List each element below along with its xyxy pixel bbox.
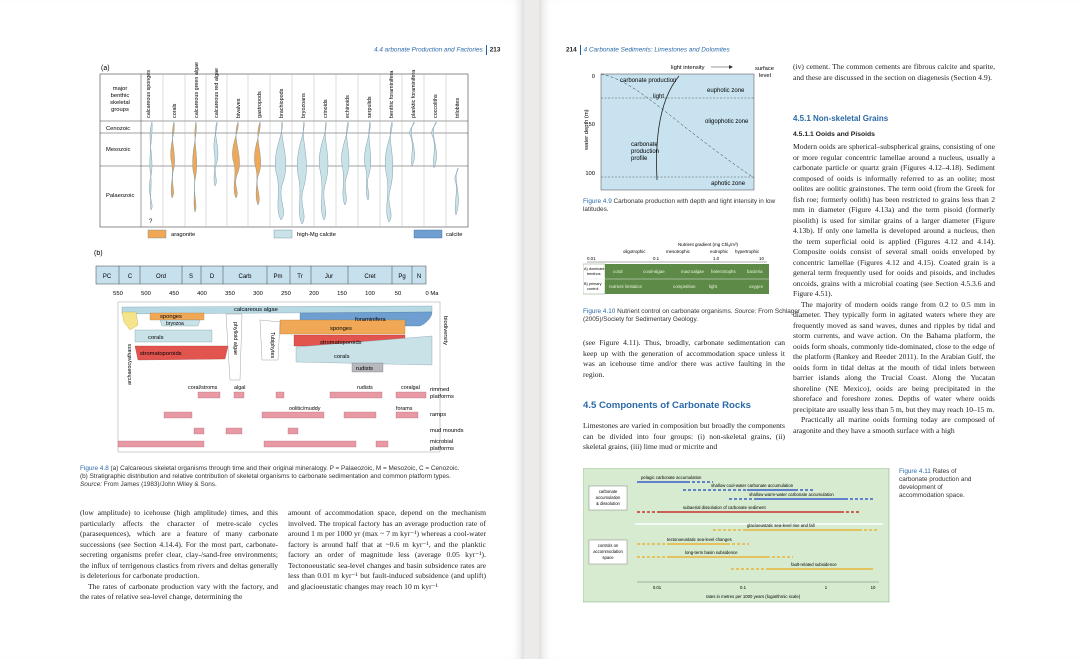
caption-source-text: From Schlager (2005)/Society for Sedimentary Geology. [583, 308, 801, 323]
group-label: trilobites [455, 97, 461, 118]
band-archaeocyathans [122, 312, 138, 330]
age-tick: 550 [113, 291, 123, 297]
page-number-left: 213 [489, 46, 501, 54]
profile-label-2: production [631, 149, 660, 155]
paragraph: Limestones are varied in composition but broadly the components can be divided into four groups: (i) non-skeletal grains, (ii) skeletal grains, (iii) lime mud or micrite and [583, 421, 785, 451]
figure-4-10 [583, 240, 813, 302]
era-cenozoic: Cenozoic [106, 126, 131, 132]
group-label: crinoids [323, 99, 329, 118]
period-label: C [127, 274, 133, 280]
label-rudists: rudists [356, 366, 374, 372]
section-4-5-1-heading: 4.5.1 Non-skeletal Grains [793, 114, 889, 123]
platform-coral-stroms: coral/stroms [188, 385, 218, 391]
label-biodiversity: biodiversity [442, 316, 448, 345]
panel-b-label: (b) [94, 250, 103, 257]
paragraph: amount of accommodation space, depend on the mechanism involved. The tropical factory has an average production rate of around 1 m per 1000 yr (max ~ 7 m kyr⁻¹) whereas a cool-water factory is around half that at ~0.6 m kyr⁻¹, and the planktic factory an order of magnitude less (average 0.05 kyr⁻¹). Tectonoeustatic sea-level changes and basin subsidence rates are less than 0.01 m kyr⁻¹ but fault-induced subsidence (and uplift) and glacioeustatic changes may reach 10 m kyr⁻¹ [288, 508, 486, 591]
surface-label-2: level [759, 73, 771, 79]
row-header-4: groups [111, 107, 129, 113]
row-b-label: control [587, 287, 599, 291]
label-bryozoa: bryozoa [166, 321, 184, 327]
ptype-microbial-2: platforms [430, 446, 454, 452]
period-label: Pm [273, 274, 283, 280]
row-header [110, 86, 130, 113]
row-label: & dissolution [596, 501, 620, 506]
label-corals-late: corals [334, 354, 350, 360]
gradient-title: Nutrient gradient (mg Chlₐ/m³) [678, 242, 738, 247]
period-label: Pg [398, 274, 406, 280]
header-divider [580, 45, 581, 55]
spindle-bryozoans [297, 122, 306, 224]
section-4-5-heading: 4.5 Components of Carbonate Rocks [583, 400, 751, 411]
row-header-3: skeletal [110, 100, 130, 106]
group-label: calcareous red algae [214, 67, 220, 118]
label-foraminifera: foraminifera [355, 317, 386, 323]
caption-text: Carbonate production with depth and light intensity in low latitudes. [583, 198, 776, 213]
caption-line: Rates of [930, 468, 957, 475]
benthos-cell: heterotrophs [711, 269, 736, 274]
mineralogy-legend [148, 230, 462, 238]
trophic-label: hypertrophic [735, 249, 760, 254]
rate-tick: 1 [824, 585, 828, 590]
left-page [0, 0, 524, 659]
right-mid-col [583, 338, 785, 380]
ptype-rimmed-2: platforms [430, 394, 454, 400]
row-label: space [602, 555, 614, 560]
age-tick: 0 Ma [425, 291, 439, 297]
period-label: Tr [297, 274, 303, 280]
group-label: calcareous green algae [194, 61, 200, 118]
rate-label: fault-related subsidence [791, 562, 837, 567]
ptype-microbial-1: microbial [430, 439, 454, 445]
rate-tick: 10 [870, 585, 876, 590]
period-label: N [416, 274, 422, 280]
row-label: accumulation [595, 495, 621, 500]
platform-labels [188, 385, 420, 412]
label-sponges-late: sponges [330, 326, 352, 332]
spindle-echinoids [341, 122, 349, 205]
period-label: S [188, 274, 194, 280]
label-phylloid-algae: phylloid algae [232, 322, 238, 355]
rate-label: subaerial dissolution of carbonate sediment [683, 505, 766, 510]
label-corals-early: corals [148, 335, 164, 341]
caption-source-label: Source: [80, 481, 103, 488]
benthos-cell: macroalgae [681, 269, 704, 274]
platform-forams: forams [396, 406, 413, 412]
rate-label: shallow warm-water carbonate accumulation [749, 492, 834, 497]
row-a-label: benthos [587, 272, 601, 276]
platform-algal: algal [234, 385, 246, 391]
period-label: Ord [155, 274, 167, 280]
caption-label: Figure 4.11 [899, 468, 931, 475]
row-header-2: benthic [110, 93, 130, 99]
period-label: Jur [324, 274, 334, 280]
row-label: controls on [597, 543, 619, 548]
period-label: Cret [364, 274, 376, 280]
label-archaeocyathans: archaeocyathans [127, 343, 133, 385]
spindle-planktic-forams [410, 122, 415, 166]
caption-label: Figure 4.10 [583, 308, 616, 315]
benthos-cell: coral [613, 269, 623, 274]
light-label: light [653, 94, 665, 100]
age-tick: 500 [141, 291, 151, 297]
group-label: brachiopods [279, 88, 285, 118]
header-title: Carbonate Sediments: Limestones and Dolomites [589, 46, 730, 54]
platform-coralgal: coralgal [401, 385, 420, 391]
paragraph: The rates of carbonate production vary with the factory, and the rates of relative sea-level change, determining the [80, 581, 278, 601]
benthos-cell: coral-algae [643, 269, 665, 274]
age-tick: 450 [169, 291, 179, 297]
group-label: benthic foraminifera [389, 70, 395, 118]
gradient-value: 10 [759, 256, 764, 261]
platform-oolitic: oolitic/muddy [289, 406, 321, 412]
question-mark: ? [149, 219, 153, 225]
spindle-coccoliths [432, 122, 437, 168]
depth-tick: 100 [585, 171, 595, 177]
rate-tick: 0.01 [652, 585, 662, 590]
label-tubiphytes: Tubiphytes [269, 332, 275, 359]
figure-4-10-caption [583, 308, 803, 324]
rate-label: glacioeustatic sea-level rise and fall [747, 523, 815, 528]
spindle-serpulids [364, 122, 370, 200]
ptype-mud-mounds: mud mounds [430, 428, 464, 434]
group-label: gastropods [257, 91, 263, 118]
era-labels [106, 126, 134, 199]
section-4-5-text [583, 421, 785, 453]
light-intensity-label: light intensity [671, 65, 705, 71]
caption-source-text: From James (1983)/John Wiley & Sons. [102, 481, 217, 488]
platform-type-labels [430, 387, 464, 452]
trophic-label: eutrophic [710, 249, 729, 254]
group-label: corals [172, 103, 178, 118]
spindle-gastropods [254, 122, 260, 205]
platform-rudists: rudists [357, 385, 373, 391]
right-col-main [793, 142, 995, 436]
carbonate-production-label: carbonate production [620, 78, 677, 84]
ptype-ramps: ramps [430, 412, 447, 418]
page-number-right: 214 [566, 46, 577, 54]
control-cell: light [709, 284, 718, 289]
caption-line: accommodation space. [899, 492, 965, 499]
surface-label-1: surface [755, 66, 775, 72]
age-tick: 250 [281, 291, 291, 297]
paragraph: Practically all marine ooids forming today are composed of aragonite and they have a smooth surface with a high [793, 415, 995, 435]
right-col-top [793, 62, 995, 83]
age-tick: 50 [394, 291, 402, 297]
benthos-cell: bacteria [747, 269, 763, 274]
figure-4-8-caption [80, 465, 500, 489]
oligophotic-zone-label: oligophotic zone [705, 119, 749, 125]
age-tick: 300 [253, 291, 263, 297]
age-tick: 200 [309, 291, 319, 297]
spindle-crinoids [319, 122, 328, 220]
spindle-red-algae [214, 122, 218, 186]
control-cell: competition [673, 284, 696, 289]
row-label: accommodation [593, 549, 623, 554]
paragraph: Modern ooids are spherical–subspherical grains, consisting of one or more regular concentric lamellae around a nucleus, usually a carbonate particle or quartz grain (Figures 4.12–4.18). Sediment composed of ooids is informally referred to as an oolite; most oolites are oolitic grainstones. The term ooid (from the Greek for fish roe; formerly oolith) has been restricted to grains less than 2 mm in diameter (Figure 4.13a) and the term pisoid (formerly pisolith) is used for similar grains of a larger diameter (Figure 4.13b). If only one lamella is developed around a nucleus, then the term superficial ooid is applied (Figures 4.12 and 4.14). Composite ooids consist of several small ooids enveloped by concentric lamellae (Figures 4.12 and 4.15). Coated grain is a general term frequently used for ooids and pisoids, and includes oncoids, grains with a microbial coating (see Section 4.5.3.6 and Figure 4.51). [793, 142, 995, 298]
trophic-label: mesotrophic [666, 249, 690, 254]
euphotic-zone-label: euphotic zone [707, 88, 745, 94]
age-ticks [113, 291, 439, 297]
figure-4-9-caption [583, 198, 801, 214]
figure-4-9 [559, 60, 794, 195]
right-page [539, 0, 1080, 659]
row-a-label: A) dominant [584, 267, 605, 271]
platform-bars [118, 392, 426, 447]
paragraph: (iv) cement. The common cements are fibrous calcite and sparite, and these are discussed in the section on diagenesis (Section 4.9). [793, 62, 995, 82]
label-calcareous-algae: calcareous algae [234, 307, 278, 313]
gradient-value: 0.01 [587, 256, 596, 261]
figure-4-11 [583, 468, 893, 604]
age-tick: 100 [365, 291, 375, 297]
label-stromatoporoids-early: stromatoporoids [140, 351, 182, 357]
spindle-green-algae [193, 122, 197, 212]
header-title: arbonate Production and Factories [384, 46, 483, 54]
group-label: planktic foraminifera [411, 69, 417, 118]
header-section: 4.4 [374, 46, 383, 54]
paragraph: (low amplitude) to icehouse (high amplitude) times, and this particularly affects the character of metre-scale cycles (parasequences), which are a feature of many carbonate successions (see Section 4.14.4). For the most part, carbonate-secreting organisms prefer clear, clay-/sand-free environments; the influx of terrigenous clastics from rivers and deltas generally is deleterious for carbonate production. [80, 508, 278, 580]
aphotic-zone-label: aphotic zone [711, 181, 746, 187]
era-palaeozoic: Palaeozoic [106, 193, 135, 199]
band-corals-early [135, 330, 212, 342]
label-stromatoporoids-late: stromatoporoids [320, 340, 362, 346]
rate-tick: 0.1 [740, 585, 746, 590]
rate-label: long-term basin subsidence [685, 550, 738, 555]
caption-label: Figure 4.9 [583, 198, 612, 205]
age-tick: 150 [337, 291, 347, 297]
rate-label: pelagic carbonate accumulation [641, 475, 702, 480]
age-tick: 350 [225, 291, 235, 297]
legend-aragonite: aragonite [171, 232, 196, 238]
caption-text: Nutrient control on carbonate organisms. [615, 308, 735, 315]
age-tick: 400 [197, 291, 207, 297]
rate-axis-label: rates in metres per 1000 years (logarithmic scale) [705, 594, 801, 599]
control-cell: oxygen [749, 284, 764, 289]
group-label: coccoliths [433, 94, 439, 118]
period-label: Carb [238, 274, 252, 280]
legend-calcite: calcite [446, 232, 463, 238]
caption-text-b: (b) Stratigraphic distribution and relative contribution of skeletal organisms to carbonate sedimentation and common platform types. [80, 473, 451, 480]
caption-line: carbonate production and [899, 476, 972, 483]
period-label: PC [102, 274, 112, 280]
spindle-brachiopods [275, 122, 286, 220]
label-sponges-early: sponges [160, 314, 182, 320]
row-label: carbonate [598, 489, 618, 494]
spindle-corals [171, 122, 175, 198]
caption-line: development of [899, 484, 943, 491]
paragraph: The majority of modern ooids range from 0.2 to 0.5 mm in diameter. They typically form in agitated waters where they are frequently moved as sand waves, dunes and ripples by tidal and storm currents, and wave action. On the Bahama platform, the ooids form shoals, commonly tide-dominated, close to the edge of the platform (Rankey and Reeder 2011). In the Arabian Gulf, the ooids form in tidal deltas at the mouth of tidal inlets between barrier islands along the Trucial Coast. Along the Yucatan shoreline (NE Mexico), ooids are being precipitated in the shoreface and foreshore zones. Depths of water where ooids precipitate are usually less than 5 m, but they may reach 10–15 m. [793, 299, 995, 414]
left-body-col2 [288, 508, 486, 592]
group-label: calcareous sponges [146, 70, 152, 118]
depth-tick: 50 [588, 122, 595, 128]
figure-4-8a [0, 0, 524, 250]
era-mesozoic: Mesozoic [106, 147, 131, 153]
paragraph: (see Figure 4.11). Thus, broadly, carbonate sedimentation can keep up with the generation of accommodation space unless it was an icehouse time and/or there was active faulting in the region. [583, 338, 785, 379]
gradient-value: 1.0 [713, 256, 720, 261]
group-label: bivalves [236, 98, 242, 118]
rate-label: shallow cool-water carbonate accumulation [711, 483, 794, 488]
group-labels [146, 62, 461, 118]
mineralogy-spindles [149, 122, 458, 224]
ptype-rimmed-1: rimmed [430, 387, 450, 393]
panel-a-label: (a) [101, 65, 110, 72]
figure-4-11-caption [899, 468, 1039, 500]
header-chapter: 4 [583, 46, 588, 54]
figure-4-8b [0, 250, 524, 465]
profile-label-1: carbonate [631, 142, 658, 148]
section-4-5-1-1-heading: 4.5.1.1 Ooids and Pisoids [793, 131, 875, 138]
spindle-bivalves [232, 122, 239, 198]
spindle-benthic-forams [385, 122, 393, 222]
control-cell: nutrient limitation [609, 284, 643, 289]
profile-label-3: profile [631, 156, 648, 162]
spindle-trilobites [455, 168, 459, 215]
group-label: bryozoans [301, 93, 307, 118]
row-header-1: major [112, 86, 128, 92]
caption-label: Figure 4.8 [80, 465, 109, 472]
group-label: echinoids [345, 95, 351, 118]
rate-label: tectonoeustatic sea-level changes [667, 537, 732, 542]
caption-source-label: Source: [734, 308, 757, 315]
legend-high-mg: high-Mg calcite [297, 232, 336, 238]
row-b-label: B) primary [584, 282, 602, 286]
trophic-label: oligotrophic [623, 249, 646, 254]
running-header-right [566, 45, 730, 55]
left-body-col1 [80, 508, 278, 603]
depth-tick: 0 [591, 74, 595, 80]
spindle-sponges [149, 122, 152, 210]
gradient-value: 0.1 [653, 256, 660, 261]
period-label: D [209, 274, 215, 280]
caption-text-a: (a) Calcareous skeletal organisms through time and their original mineralogy. P = Palaeozoic, M = Mesozoic, C = Cenozoic. [108, 465, 460, 472]
group-label: serpulids [367, 96, 373, 118]
depth-axis-label: water depth (m) [584, 109, 590, 150]
